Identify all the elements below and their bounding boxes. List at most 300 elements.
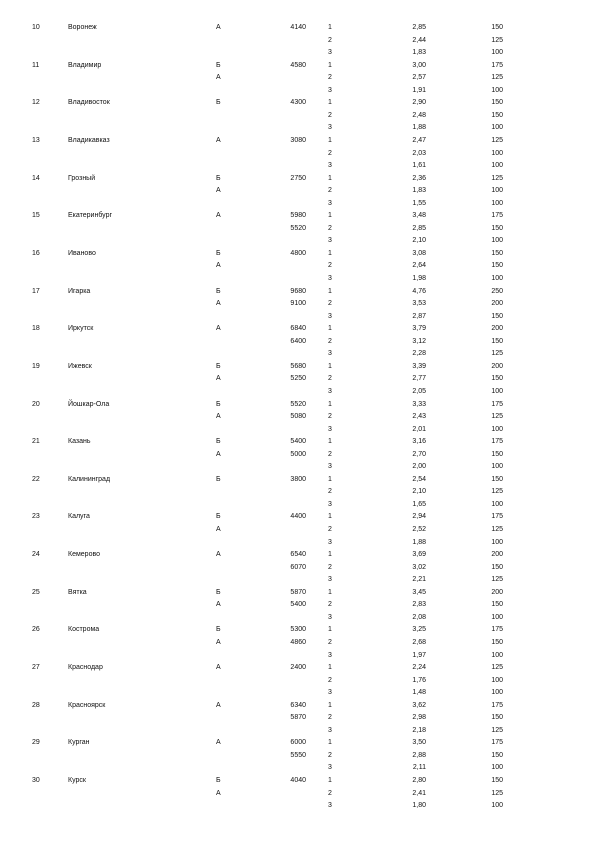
coefficient: 3,45 (412, 588, 426, 596)
zone-number: 1 (328, 513, 332, 521)
degree-days: 4400 (290, 513, 306, 521)
table-row (0, 775, 595, 787)
category: Б (216, 287, 221, 295)
zone-number: 1 (328, 362, 332, 370)
degree-days: 5300 (290, 626, 306, 634)
rate-value: 125 (491, 350, 503, 358)
rate-value: 200 (491, 300, 503, 308)
table-row (0, 185, 595, 197)
city-number: 20 (32, 400, 40, 408)
city-name: Красноярск (68, 701, 106, 709)
city-name: Владимир (68, 61, 102, 69)
coefficient: 1,91 (412, 86, 426, 94)
zone-number: 2 (328, 74, 332, 82)
city-name: Воронеж (68, 24, 97, 31)
degree-days: 5000 (290, 450, 306, 458)
degree-days: 6840 (290, 325, 306, 333)
zone-number: 1 (328, 287, 332, 295)
category: Б (216, 777, 221, 784)
rate-value: 150 (491, 337, 503, 345)
rate-value: 200 (491, 362, 503, 370)
zone-number: 1 (328, 739, 332, 747)
rate-value: 150 (491, 751, 503, 759)
degree-days: 9100 (290, 300, 306, 308)
zone-number: 2 (328, 300, 332, 308)
city-number: 23 (32, 513, 40, 521)
table-row (0, 223, 595, 235)
category: А (216, 413, 221, 421)
coefficient: 3,39 (412, 362, 426, 370)
coefficient: 2,83 (412, 601, 426, 609)
rate-value: 125 (491, 174, 503, 182)
rate-value: 125 (491, 576, 503, 584)
coefficient: 4,76 (412, 287, 426, 295)
rate-value: 100 (491, 387, 503, 395)
rate-value: 100 (491, 463, 503, 471)
rate-value: 150 (491, 777, 503, 784)
category: А (216, 601, 221, 609)
zone-number: 1 (328, 400, 332, 408)
rate-value: 150 (491, 24, 503, 31)
category: А (216, 136, 221, 144)
degree-days: 5250 (290, 375, 306, 383)
zone-number: 2 (328, 36, 332, 44)
coefficient: 2,85 (412, 24, 426, 31)
rate-value: 100 (491, 199, 503, 207)
degree-days: 6400 (290, 337, 306, 345)
rate-value: 150 (491, 714, 503, 722)
category: Б (216, 400, 221, 408)
coefficient: 2,68 (412, 638, 426, 646)
degree-days: 4800 (290, 249, 306, 257)
rate-value: 150 (491, 450, 503, 458)
city-number: 16 (32, 249, 40, 257)
zone-number: 1 (328, 61, 332, 69)
coefficient: 3,62 (412, 701, 426, 709)
city-name: Игарка (68, 287, 91, 295)
zone-number: 2 (328, 262, 332, 270)
rate-value: 100 (491, 764, 503, 772)
category: А (216, 739, 221, 747)
zone-number: 3 (328, 613, 332, 621)
rate-value: 100 (491, 676, 503, 684)
category: А (216, 638, 221, 646)
rate-value: 125 (491, 488, 503, 496)
category: Б (216, 438, 221, 446)
table-row (0, 122, 595, 134)
zone-number: 2 (328, 488, 332, 496)
zone-number: 2 (328, 638, 332, 646)
coefficient: 3,02 (412, 563, 426, 571)
coefficient: 1,98 (412, 275, 426, 282)
rate-value: 125 (491, 526, 503, 533)
degree-days: 2750 (290, 174, 306, 182)
rate-value: 150 (491, 475, 503, 483)
zone-number: 1 (328, 551, 332, 559)
table-row (0, 148, 595, 160)
degree-days: 6000 (290, 739, 306, 747)
coefficient: 2,88 (412, 751, 426, 759)
coefficient: 1,48 (412, 689, 426, 697)
zone-number: 3 (328, 651, 332, 659)
table-row (0, 537, 595, 549)
zone-number: 3 (328, 387, 332, 395)
rate-value: 175 (491, 739, 503, 747)
rate-value: 100 (491, 49, 503, 57)
degree-days: 4860 (290, 638, 306, 646)
category: А (216, 701, 221, 709)
category: А (216, 262, 221, 270)
table-row (0, 260, 595, 272)
coefficient: 3,16 (412, 438, 426, 446)
category: А (216, 664, 221, 672)
coefficient: 3,33 (412, 400, 426, 408)
city-number: 26 (32, 626, 40, 634)
degree-days: 5680 (290, 362, 306, 370)
table-row (0, 788, 595, 800)
city-name: Владикавказ (68, 136, 110, 144)
zone-number: 1 (328, 212, 332, 220)
coefficient: 2,10 (412, 488, 426, 496)
degree-days: 4580 (290, 61, 306, 69)
category: Б (216, 588, 221, 596)
city-number: 12 (32, 99, 40, 107)
rate-value: 100 (491, 86, 503, 94)
city-number: 25 (32, 588, 40, 596)
city-number: 22 (32, 475, 40, 483)
table-row (0, 72, 595, 84)
coefficient: 2,24 (412, 664, 426, 672)
degree-days: 5400 (290, 601, 306, 609)
zone-number: 3 (328, 463, 332, 471)
rate-value: 100 (491, 689, 503, 697)
table-row (0, 662, 595, 674)
degree-days: 4300 (290, 99, 306, 107)
zone-number: 3 (328, 124, 332, 132)
table-row (0, 461, 595, 473)
category: Б (216, 99, 221, 107)
table-row (0, 511, 595, 523)
zone-number: 2 (328, 789, 332, 797)
table-row (0, 524, 595, 536)
city-number: 29 (32, 739, 40, 747)
zone-number: 2 (328, 714, 332, 722)
city-name: Иваново (68, 249, 96, 257)
city-name: Иркутск (68, 325, 94, 333)
zone-number: 1 (328, 99, 332, 107)
table-row (0, 373, 595, 385)
table-row (0, 386, 595, 398)
zone-number: 2 (328, 224, 332, 232)
category: А (216, 551, 221, 559)
table-row (0, 612, 595, 624)
table-row (0, 198, 595, 210)
zone-number: 2 (328, 450, 332, 458)
zone-number: 2 (328, 337, 332, 345)
rate-value: 125 (491, 664, 503, 672)
coefficient: 3,69 (412, 551, 426, 559)
table-row (0, 474, 595, 486)
city-name: Ижевск (68, 362, 92, 370)
table-row (0, 97, 595, 109)
rate-value: 100 (491, 613, 503, 621)
city-name: Курган (68, 739, 90, 747)
rate-value: 125 (491, 136, 503, 144)
city-number: 14 (32, 174, 40, 182)
city-number: 15 (32, 212, 40, 220)
city-name: Курск (68, 777, 86, 784)
city-number: 30 (32, 777, 40, 784)
rate-value: 175 (491, 438, 503, 446)
table-row (0, 110, 595, 122)
rate-value: 150 (491, 563, 503, 571)
table-row (0, 286, 595, 298)
coefficient: 2,11 (412, 764, 426, 772)
table-row (0, 587, 595, 599)
table-row (0, 449, 595, 461)
coefficient: 1,97 (412, 651, 426, 659)
zone-number: 1 (328, 626, 332, 634)
rate-value: 175 (491, 701, 503, 709)
degree-days: 6340 (290, 701, 306, 709)
rate-value: 150 (491, 224, 503, 232)
rate-value: 150 (491, 312, 503, 320)
zone-number: 3 (328, 425, 332, 433)
table-row (0, 311, 595, 323)
zone-number: 2 (328, 413, 332, 421)
coefficient: 2,43 (412, 413, 426, 421)
degree-days: 5870 (290, 714, 306, 722)
zone-number: 3 (328, 726, 332, 734)
rate-value: 125 (491, 36, 503, 44)
table-row (0, 700, 595, 712)
city-number: 24 (32, 551, 40, 559)
table-row (0, 411, 595, 423)
rate-value: 150 (491, 249, 503, 257)
category: А (216, 24, 221, 31)
rate-value: 125 (491, 726, 503, 734)
degree-days: 5400 (290, 438, 306, 446)
zone-number: 1 (328, 664, 332, 672)
city-number: 17 (32, 287, 40, 295)
rate-value: 175 (491, 513, 503, 521)
degree-days: 5980 (290, 212, 306, 220)
table-row (0, 436, 595, 448)
degree-days: 5520 (290, 400, 306, 408)
table-row (0, 486, 595, 498)
degree-days: 4040 (290, 777, 306, 784)
zone-number: 1 (328, 136, 332, 144)
coefficient: 3,25 (412, 626, 426, 634)
zone-number: 1 (328, 24, 332, 31)
table-row (0, 574, 595, 586)
coefficient: 2,54 (412, 475, 426, 483)
rate-value: 150 (491, 262, 503, 270)
coefficient: 1,83 (412, 187, 426, 195)
table-row (0, 562, 595, 574)
zone-number: 3 (328, 350, 332, 358)
coefficient: 2,64 (412, 262, 426, 270)
rate-value: 250 (491, 287, 503, 295)
zone-number: 1 (328, 777, 332, 784)
table-row (0, 323, 595, 335)
zone-number: 2 (328, 751, 332, 759)
city-name: Кострома (68, 626, 100, 634)
coefficient: 2,21 (412, 576, 426, 584)
city-name: Йошкар-Ола (68, 400, 110, 408)
table-row (0, 210, 595, 222)
city-name: Калининград (68, 475, 111, 483)
category: Б (216, 626, 221, 634)
zone-number: 1 (328, 588, 332, 596)
table-row (0, 712, 595, 724)
zone-number: 3 (328, 500, 332, 508)
zone-number: 3 (328, 689, 332, 697)
rate-value: 150 (491, 375, 503, 383)
degree-days: 4140 (290, 24, 306, 31)
rate-value: 125 (491, 789, 503, 797)
city-name: Грозный (68, 174, 96, 182)
category: А (216, 450, 221, 458)
table-row (0, 60, 595, 72)
coefficient: 1,61 (412, 162, 426, 170)
city-name: Вятка (68, 588, 87, 596)
category: Б (216, 362, 221, 370)
coefficient: 2,36 (412, 174, 426, 182)
zone-number: 1 (328, 475, 332, 483)
table-row (0, 22, 595, 34)
rate-value: 100 (491, 802, 503, 810)
coefficient: 2,80 (412, 777, 426, 784)
rate-value: 200 (491, 551, 503, 559)
coefficient: 2,94 (412, 513, 426, 521)
zone-number: 3 (328, 86, 332, 94)
zone-number: 3 (328, 237, 332, 245)
degree-days: 5870 (290, 588, 306, 596)
rate-value: 100 (491, 425, 503, 433)
coefficient: 3,79 (412, 325, 426, 333)
coefficient: 2,18 (412, 726, 426, 734)
category: А (216, 375, 221, 383)
zone-number: 2 (328, 563, 332, 571)
zone-number: 3 (328, 538, 332, 546)
city-name: Казань (68, 438, 91, 446)
table-row (0, 399, 595, 411)
rate-value: 100 (491, 149, 503, 157)
zone-number: 2 (328, 149, 332, 157)
table-row (0, 675, 595, 687)
city-name: Екатеринбург (68, 212, 113, 220)
coefficient: 2,08 (412, 613, 426, 621)
degree-days: 5550 (290, 751, 306, 759)
degree-days: 3800 (290, 475, 306, 483)
coefficient: 1,76 (412, 676, 426, 684)
rate-value: 100 (491, 275, 503, 282)
coefficient: 2,00 (412, 463, 426, 471)
coefficient: 2,28 (412, 350, 426, 358)
table-row (0, 160, 595, 172)
coefficient: 2,90 (412, 99, 426, 107)
zone-number: 3 (328, 162, 332, 170)
coefficient: 2,01 (412, 425, 426, 433)
city-number: 21 (32, 438, 40, 446)
table-row (0, 336, 595, 348)
zone-number: 2 (328, 601, 332, 609)
category: Б (216, 475, 221, 483)
rate-value: 100 (491, 124, 503, 132)
rate-value: 150 (491, 638, 503, 646)
coefficient: 1,88 (412, 538, 426, 546)
degree-days: 9680 (290, 287, 306, 295)
zone-number: 2 (328, 526, 332, 533)
table-row (0, 637, 595, 649)
table-row (0, 85, 595, 97)
rate-value: 100 (491, 187, 503, 195)
table-row (0, 361, 595, 373)
zone-number: 2 (328, 676, 332, 684)
zone-number: 1 (328, 325, 332, 333)
table-row (0, 549, 595, 561)
coefficient: 3,50 (412, 739, 426, 747)
category: А (216, 74, 221, 82)
category: А (216, 300, 221, 308)
coefficient: 2,70 (412, 450, 426, 458)
coefficient: 2,85 (412, 224, 426, 232)
rate-value: 150 (491, 111, 503, 119)
table-row (0, 725, 595, 737)
rate-value: 200 (491, 588, 503, 596)
rate-value: 125 (491, 413, 503, 421)
table-row (0, 135, 595, 147)
rate-value: 100 (491, 162, 503, 170)
table-row (0, 173, 595, 185)
rate-value: 175 (491, 626, 503, 634)
rate-value: 200 (491, 325, 503, 333)
zone-number: 2 (328, 111, 332, 119)
coefficient: 1,55 (412, 199, 426, 207)
rate-value: 175 (491, 400, 503, 408)
coefficient: 1,80 (412, 802, 426, 810)
coefficient: 3,48 (412, 212, 426, 220)
city-number: 10 (32, 24, 40, 31)
category: А (216, 212, 221, 220)
coefficient: 2,44 (412, 36, 426, 44)
zone-number: 3 (328, 199, 332, 207)
city-number: 27 (32, 664, 40, 672)
table-row (0, 687, 595, 699)
city-number: 11 (32, 61, 40, 69)
coefficient: 1,88 (412, 124, 426, 132)
zone-number: 3 (328, 49, 332, 57)
city-number: 18 (32, 325, 40, 333)
table-row (0, 248, 595, 260)
category: Б (216, 61, 221, 69)
rate-value: 150 (491, 601, 503, 609)
table-row (0, 35, 595, 47)
coefficient: 2,87 (412, 312, 426, 320)
city-number: 19 (32, 362, 40, 370)
table-row (0, 424, 595, 436)
coefficient: 2,10 (412, 237, 426, 245)
zone-number: 3 (328, 312, 332, 320)
table-row (0, 737, 595, 749)
coefficient: 2,47 (412, 136, 426, 144)
category: Б (216, 513, 221, 521)
city-name: Калуга (68, 513, 90, 521)
coefficient: 2,77 (412, 375, 426, 383)
category: Б (216, 249, 221, 257)
rate-value: 175 (491, 61, 503, 69)
